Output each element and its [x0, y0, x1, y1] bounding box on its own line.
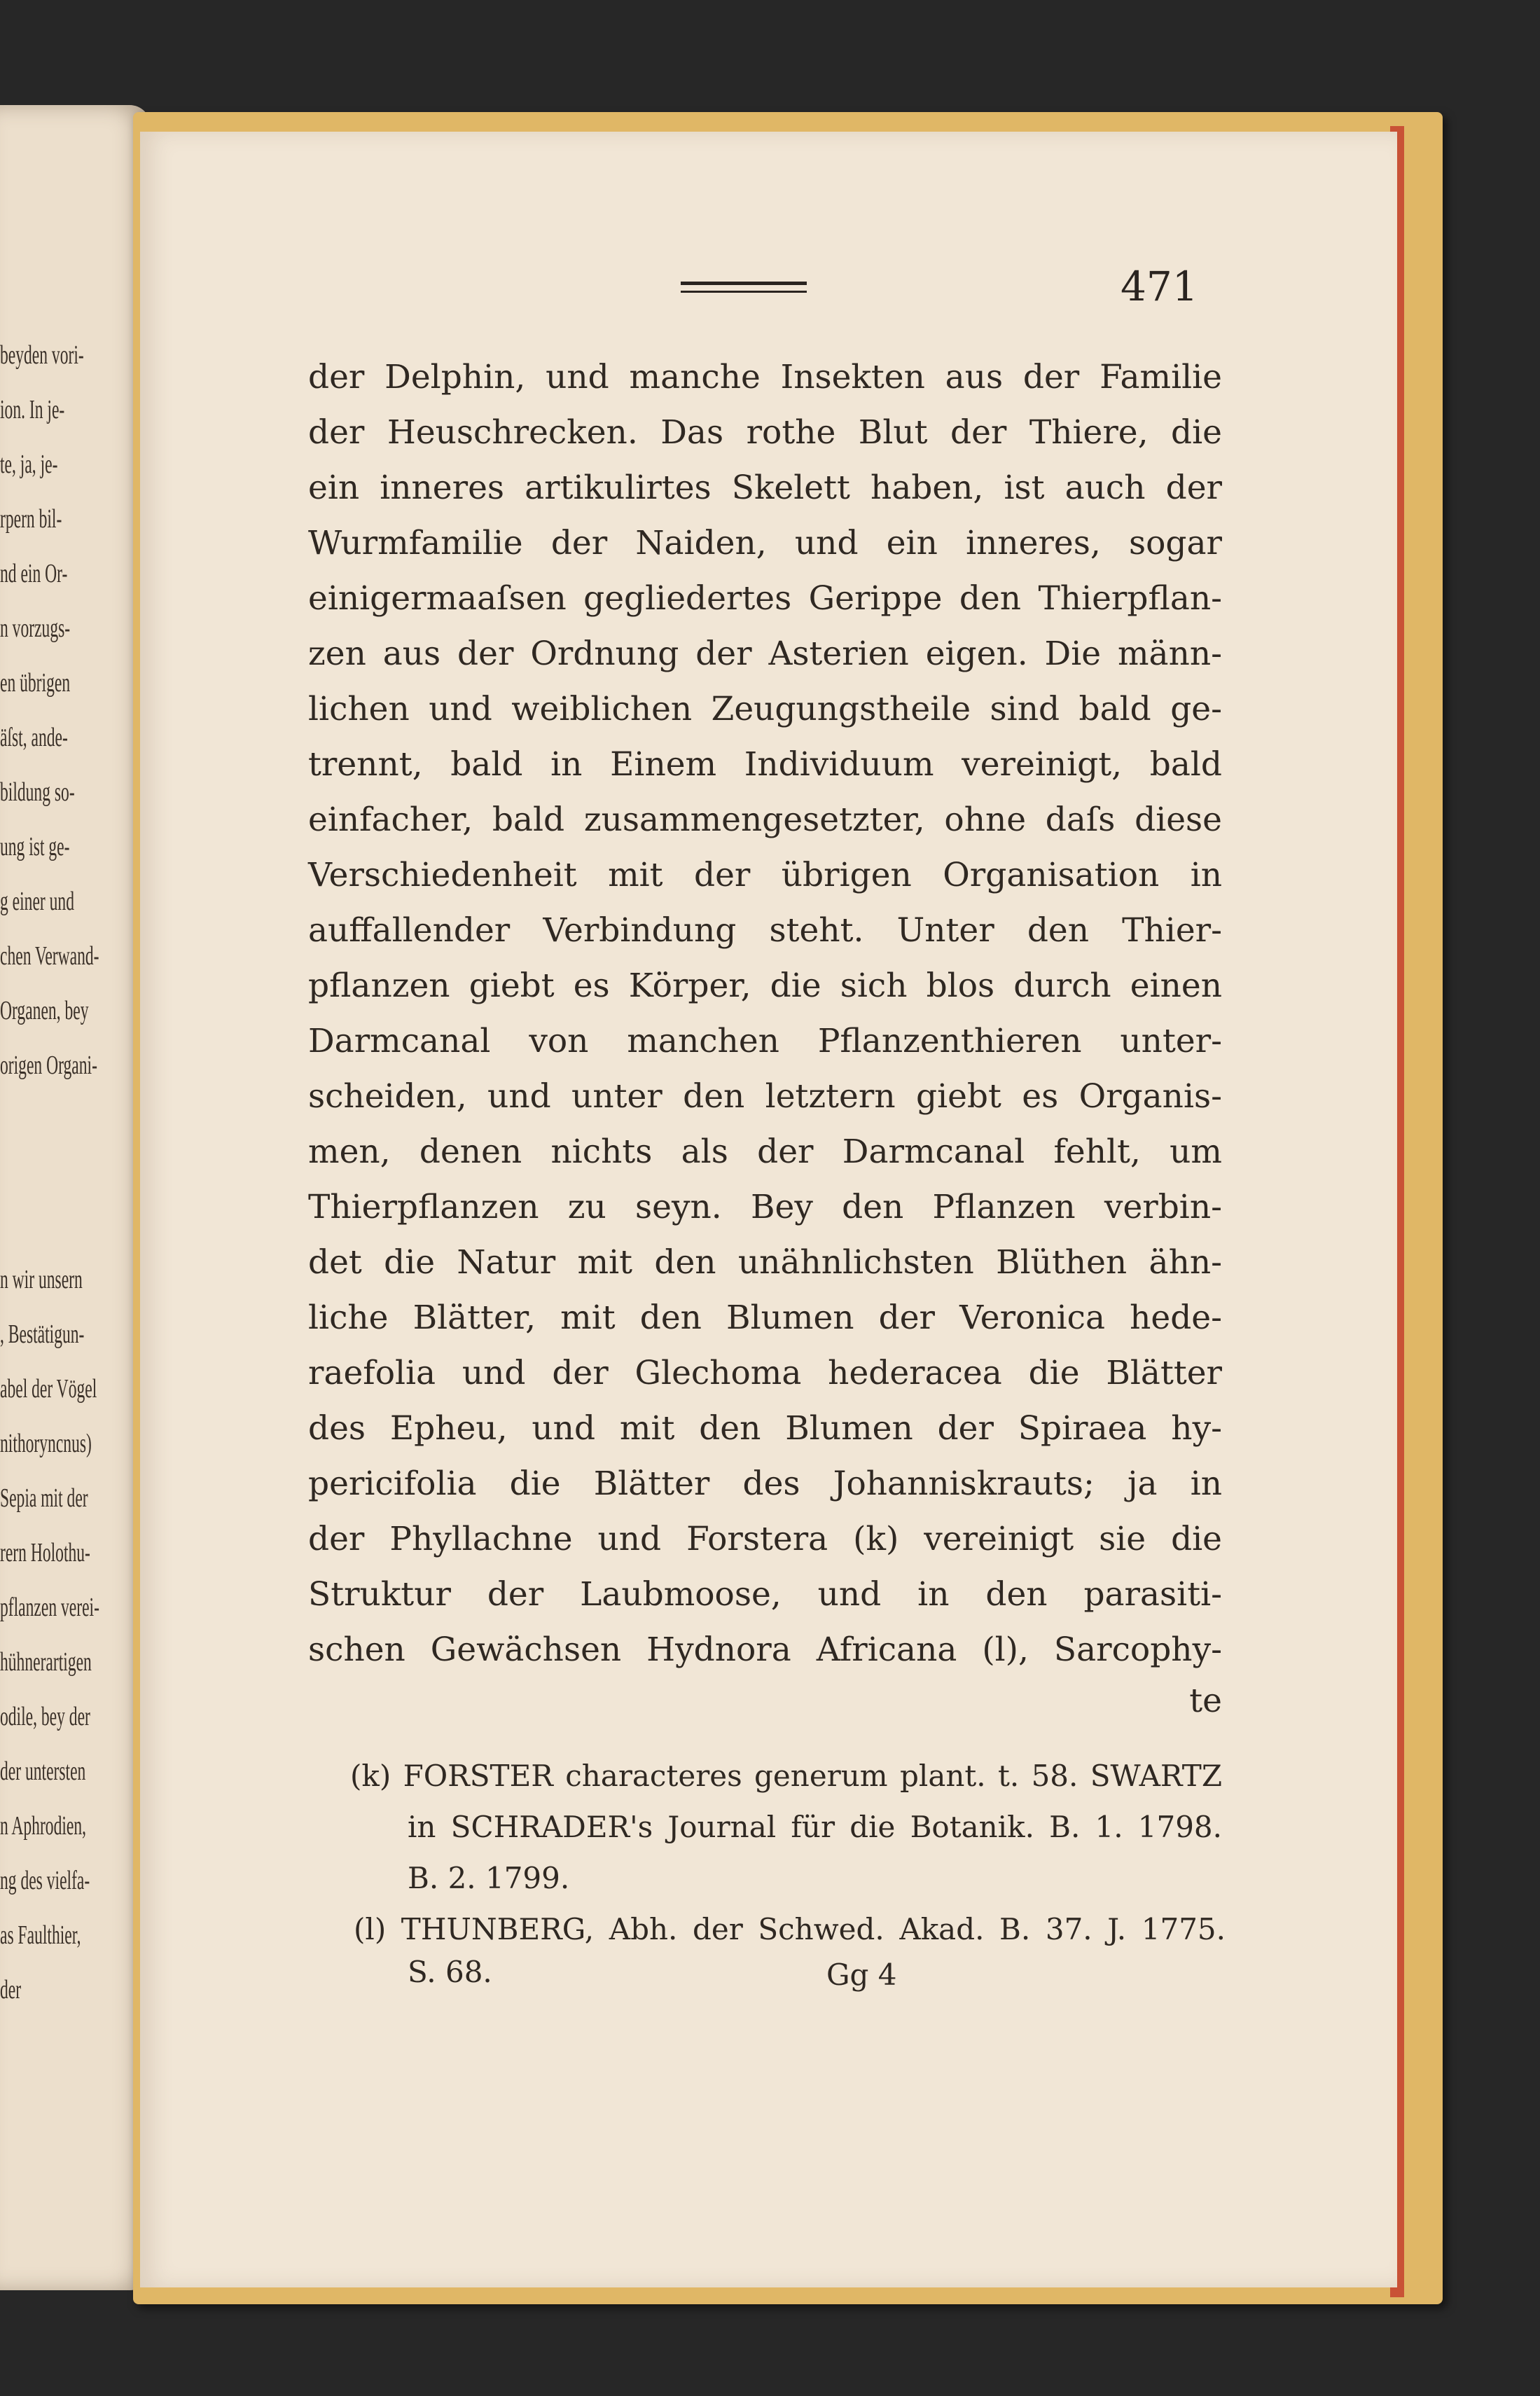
- body-line: det die Natur mit den unähnlichsten Blüthen ähn-: [308, 1243, 1222, 1282]
- body-line: lichen und weiblichen Zeugungstheile sind bald ge-: [308, 690, 1222, 728]
- left-page-line: nithoryncnus): [0, 1429, 92, 1458]
- body-line: pflanzen giebt es Körper, die sich blos durch einen: [308, 967, 1222, 1005]
- left-facing-page: [0, 105, 151, 2290]
- body-line: liche Blätter, mit den Blumen der Veronica hede-: [308, 1299, 1222, 1337]
- header-rule: [681, 282, 807, 293]
- left-page-line: der untersten: [0, 1757, 86, 1786]
- body-line-catchword: te: [1189, 1682, 1222, 1720]
- left-page-line: bildung so-: [0, 777, 75, 807]
- body-line: men, denen nichts als der Darmcanal fehlt, um: [308, 1133, 1222, 1171]
- body-line: auffallender Verbindung steht. Unter den Thier-: [308, 911, 1222, 950]
- left-page-line: n Aphrodien,: [0, 1811, 87, 1841]
- left-page-line: Sepia mit der: [0, 1483, 88, 1513]
- body-line: trennt, bald in Einem Individuum vereinigt, bald: [308, 745, 1222, 784]
- footnote-line: in SCHRADER's Journal für die Botanik. B. 1. 1798.: [408, 1810, 1222, 1844]
- body-line: Struktur der Laubmoose, und in den parasiti-: [308, 1575, 1222, 1614]
- left-page-line: ng des vielfa-: [0, 1866, 90, 1895]
- body-line: pericifolia die Blätter des Johanniskrauts; ja in: [308, 1464, 1222, 1503]
- left-page-line: n vorzugs-: [0, 614, 71, 643]
- left-page-line: g einer und: [0, 887, 74, 916]
- body-line: raefolia und der Glechoma hederacea die Blätter: [308, 1354, 1222, 1392]
- footnote-line: S. 68.: [408, 1955, 492, 1989]
- body-line: schen Gewächsen Hydnora Africana (l), Sarcophy-: [308, 1630, 1222, 1669]
- footnote-line: (k) FORSTER characteres generum plant. t. 58. SWARTZ: [350, 1759, 1222, 1793]
- body-line: der Heuschrecken. Das rothe Blut der Thiere, die: [308, 413, 1222, 452]
- left-page-line: pflanzen verei-: [0, 1593, 99, 1622]
- left-page-line: der: [0, 1975, 22, 2004]
- footnote-line: B. 2. 1799.: [408, 1861, 570, 1895]
- left-page-line: Organen, bey: [0, 996, 89, 1025]
- body-line: Darmcanal von manchen Pflanzenthieren unter-: [308, 1022, 1222, 1060]
- body-line: Thierpflanzen zu seyn. Bey den Pflanzen verbin-: [308, 1188, 1222, 1226]
- body-line: Wurmfamilie der Naiden, und ein inneres, sogar: [308, 524, 1222, 562]
- body-line: der Delphin, und manche Insekten aus der Familie: [308, 358, 1222, 396]
- body-line: des Epheu, und mit den Blumen der Spiraea hy-: [308, 1409, 1222, 1448]
- left-page-line: nd ein Or-: [0, 559, 68, 588]
- left-page-line: te, ja, je-: [0, 450, 58, 479]
- left-page-line: hühnerartigen: [0, 1647, 92, 1677]
- left-page-line: n wir unsern: [0, 1265, 83, 1294]
- body-line: ein inneres artikulirtes Skelett haben, ist auch der: [308, 469, 1222, 507]
- left-page-line: rern Holothu-: [0, 1538, 90, 1567]
- left-page-line: chen Verwand-: [0, 941, 99, 971]
- left-page-line: origen Organi-: [0, 1051, 97, 1080]
- body-line: scheiden, und unter den letztern giebt es Organis-: [308, 1077, 1222, 1116]
- left-page-line: äſst, ande-: [0, 723, 68, 752]
- page-number: 471: [1121, 263, 1198, 310]
- left-page-line: odile, bey der: [0, 1702, 90, 1731]
- left-page-line: ion. In je-: [0, 395, 65, 424]
- body-line: Verschiedenheit mit der übrigen Organisation in: [308, 856, 1222, 894]
- left-page-line: , Bestätigun-: [0, 1320, 85, 1349]
- body-line: der Phyllachne und Forstera (k) vereinigt sie die: [308, 1520, 1222, 1558]
- left-page-line: rpern bil-: [0, 504, 62, 534]
- body-line: einigermaaſsen gegliedertes Gerippe den Thierpflan-: [308, 579, 1222, 618]
- body-line: einfacher, bald zusammengesetzter, ohne daſs diese: [308, 801, 1222, 839]
- left-page-line: ung ist ge-: [0, 832, 70, 861]
- left-page-line: as Faulthier,: [0, 1920, 81, 1950]
- left-page-line: abel der Vögel: [0, 1374, 97, 1404]
- signature-mark: Gg 4: [826, 1958, 897, 1992]
- body-line: zen aus der Ordnung der Asterien eigen. Die männ-: [308, 635, 1222, 673]
- footnote-line: (l) THUNBERG, Abh. der Schwed. Akad. B. 37. J. 1775.: [354, 1912, 1226, 1946]
- left-page-line: beyden vori-: [0, 340, 84, 370]
- left-page-line: en übrigen: [0, 668, 71, 698]
